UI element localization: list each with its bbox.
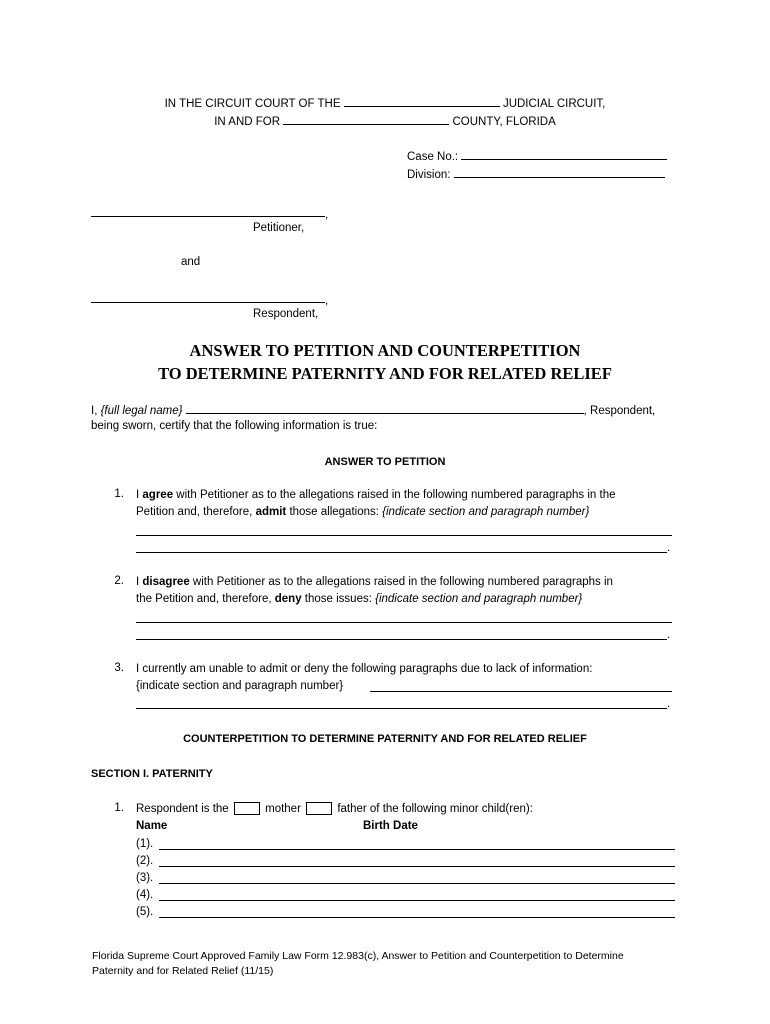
answer-item-1-number: 1.: [114, 488, 124, 500]
answer-item-3-line-1: I currently am unable to admit or deny the following paragraphs due to lack of information:: [136, 663, 593, 675]
father-checkbox[interactable]: [306, 802, 332, 815]
form-footer: [92, 949, 692, 979]
child-row-1-field[interactable]: [159, 849, 675, 850]
answer-item-3-line-2: {indicate section and paragraph number}: [136, 680, 344, 692]
answer-item-2-field-1[interactable]: [136, 622, 672, 623]
answer-heading: ANSWER TO PETITION: [324, 456, 446, 468]
answer-item-2-field-2[interactable]: [136, 639, 667, 640]
form-title-line-2: TO DETERMINE PATERNITY AND FOR RELATED RELIEF: [158, 364, 612, 383]
footer-line-1: Florida Supreme Court Approved Family Law Form 12.983(c), Answer to Petition and Counterpetition to Determine: [92, 950, 624, 962]
answer-item-2-line-1: I disagree with Petitioner as to the allegations raised in the following numbered paragraphs in: [136, 576, 613, 588]
judicial-circuit-field[interactable]: [344, 95, 500, 107]
child-row-3-field[interactable]: [159, 883, 675, 884]
answer-item-3-number: 3.: [114, 662, 124, 674]
section-1-item-number: 1.: [114, 802, 124, 814]
answer-item-1-line-2: Petition and, therefore, admit those allegations: {indicate section and paragraph number}: [136, 506, 590, 518]
case-number-field[interactable]: [461, 148, 667, 160]
counterpetition-heading: COUNTERPETITION TO DETERMINE PATERNITY AND FOR RELATED RELIEF: [183, 733, 587, 745]
court-line-1: IN THE CIRCUIT COURT OF THE JUDICIAL CIRCUIT,: [0, 95, 770, 111]
answer-item-2-line-2: the Petition and, therefore, deny those issues: {indicate section and paragraph number}: [136, 593, 583, 605]
child-row-2-field[interactable]: [159, 866, 675, 867]
child-row-2: (2).: [136, 855, 154, 867]
answer-item-1-line-1: I agree with Petitioner as to the allegations raised in the following numbered paragraphs in the: [136, 489, 616, 501]
petitioner-name-field[interactable]: [91, 216, 325, 217]
section-1-heading: SECTION I. PATERNITY: [91, 768, 213, 780]
intro-line-1: I, {full legal name} , Respondent,: [91, 402, 655, 418]
form-page: IN THE CIRCUIT COURT OF THE JUDICIAL CIRCUIT, IN AND FOR COUNTY, FLORIDA Case No.: Division: , Petitioner, and , Respondent, ANSWER TO PETITION AND COUNTERPETITION TO DETERMINE PATERNITY AND FOR RELATED RELIEF I, {full legal name} , Respondent, being sworn, certify that the following information is true: ANSWER TO PETITION 1. I agree with Petitioner as to the allegations raised in the following numbered paragraphs in the Petition and, therefore, admit those allegations: {indicate section and paragraph number} . 2. I disagree with Petitioner as to the allegations raised in the following numbered paragraphs in the Petition and, therefore, deny those issues: {indicate section and paragraph number} . 3. I currently am unable to admit or deny the following paragraphs due to lack of information: {indicate section and paragraph number} . COUNTERPETITION TO DETERMINE PATERNITY AND FOR RELATED RELIEF SECTION I. PATERNITY 1. Respondent is the mother father of the following minor child(ren): Name Birth Date (1). (2). (3). (4). (5). Florida Supreme Court Approved Family Law Form 12.983(c), Answer to Petition and Counterpetition to Determine Paternity and for Related Relief (11/15): [0, 0, 770, 1024]
respondent-label: Respondent,: [253, 308, 319, 320]
answer-item-1-field-1[interactable]: [136, 535, 672, 536]
child-name-column-header: Name: [136, 820, 168, 832]
case-number-row: Case No.:: [407, 148, 667, 164]
child-row-1: (1).: [136, 838, 154, 850]
respondent-name-field[interactable]: [91, 302, 325, 303]
intro-line-2: being sworn, certify that the following information is true:: [91, 420, 378, 432]
and-text: and: [181, 256, 201, 268]
child-row-5: (5).: [136, 906, 154, 918]
child-row-5-field[interactable]: [159, 917, 675, 918]
petitioner-label: Petitioner,: [253, 222, 305, 234]
child-row-4-field[interactable]: [159, 900, 675, 901]
footer-line-2: Paternity and for Related Relief (11/15): [92, 965, 274, 977]
full-legal-name-field[interactable]: [186, 402, 584, 414]
answer-item-1-field-2[interactable]: [136, 552, 667, 553]
section-1-item-line: Respondent is the mother father of the following minor child(ren):: [136, 803, 533, 815]
child-birth-date-column-header: Birth Date: [363, 820, 418, 832]
form-title-line-1: ANSWER TO PETITION AND COUNTERPETITION: [189, 341, 581, 360]
child-row-4: (4).: [136, 889, 154, 901]
division-row: Division:: [407, 166, 665, 182]
answer-item-2-number: 2.: [114, 575, 124, 587]
answer-item-3-field-1[interactable]: [370, 691, 672, 692]
court-line-2: IN AND FOR COUNTY, FLORIDA: [0, 113, 770, 129]
mother-checkbox[interactable]: [234, 802, 260, 815]
division-field[interactable]: [454, 166, 665, 178]
answer-item-3-field-2[interactable]: [136, 708, 667, 709]
child-row-3: (3).: [136, 872, 154, 884]
county-field[interactable]: [283, 113, 449, 125]
